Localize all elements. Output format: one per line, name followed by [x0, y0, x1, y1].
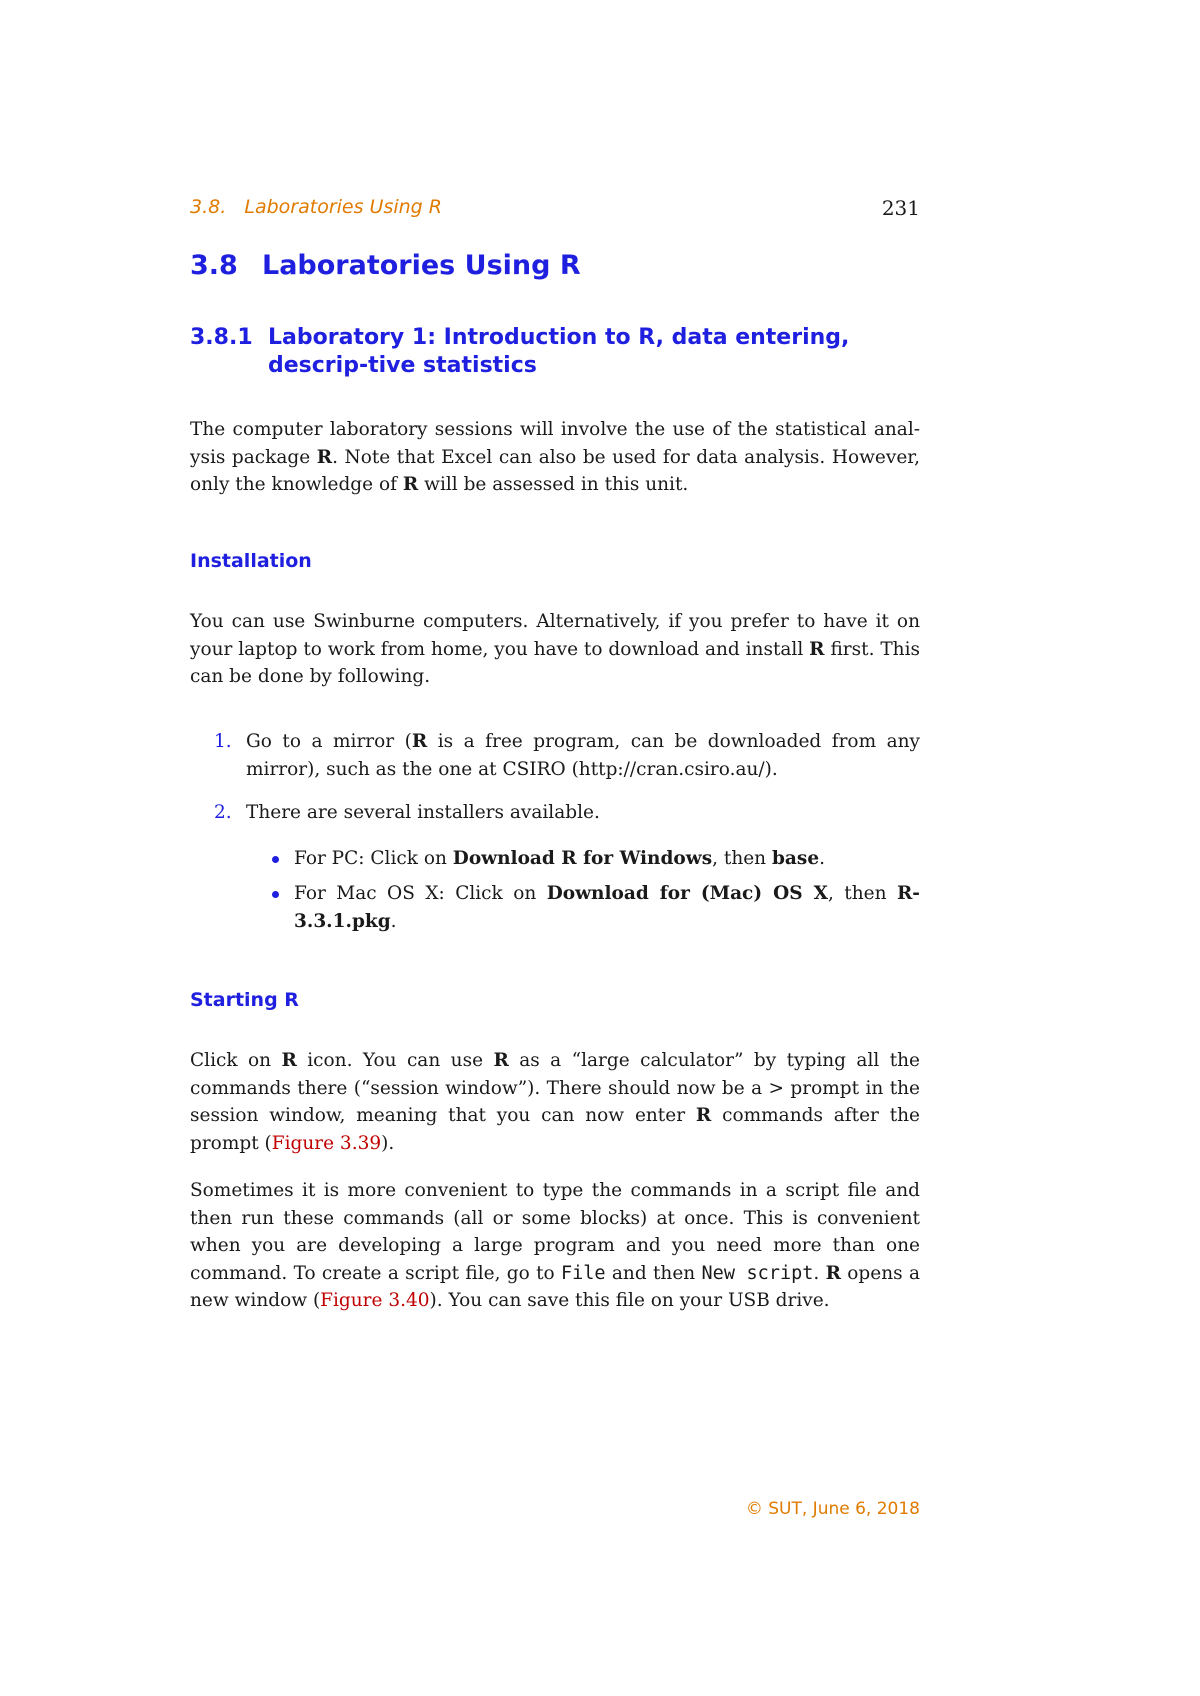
starting-text: ). You can save this file on your USB drive.: [429, 1290, 830, 1311]
starting-text: Click on: [190, 1050, 272, 1071]
running-header-section-number: 3.8.: [190, 196, 227, 218]
starting-text: and then: [611, 1262, 696, 1284]
section-number: 3.8: [190, 250, 238, 281]
step-text: is a free program, can be downloaded from any mirror), such as the one at CSIRO (http://cran.csiro.au/).: [246, 731, 920, 780]
starting-text: opens a new window (: [190, 1262, 920, 1311]
bold-term: R-3.3.1.pkg: [294, 883, 920, 932]
running-header-section-title: Laboratories Using R: [244, 196, 442, 218]
section-heading: [190, 250, 581, 281]
r-name: R: [695, 1105, 712, 1126]
intro-text-1: The computer laboratory sessions will involve the use of the statistical anal-ysis package: [190, 419, 920, 468]
starting-text: ).: [381, 1132, 395, 1154]
r-name: R: [493, 1050, 509, 1071]
list-marker: 2.: [214, 802, 232, 823]
code-new-script: New script: [701, 1262, 814, 1284]
intro-text-2: . Note that Excel can also be used for data analysis. However, only the knowledge of: [190, 446, 920, 495]
starting-heading: Starting R: [190, 989, 299, 1011]
intro-paragraph: [190, 416, 920, 499]
list-item: [190, 880, 920, 935]
list-marker: 1.: [214, 731, 232, 752]
starting-text: commands after the prompt (: [190, 1105, 920, 1154]
bold-term: base: [771, 847, 820, 869]
running-header-section: [190, 196, 442, 218]
r-name: R: [809, 638, 825, 660]
subsection-heading: [190, 324, 920, 380]
list-item: [190, 728, 920, 783]
r-name: R: [825, 1262, 841, 1284]
footer-copyright: [746, 1499, 920, 1519]
starting-text: icon. You can use: [307, 1050, 484, 1071]
intro-text-3: will be assessed in this unit.: [424, 474, 689, 495]
figure-3-40-link[interactable]: Figure 3.40: [320, 1290, 430, 1311]
r-name: R: [411, 731, 428, 752]
r-name: R: [316, 446, 333, 468]
figure-3-39-link[interactable]: Figure 3.39: [271, 1132, 382, 1154]
starting-text: as a “large calculator” by typing all the commands there (“session window”). There should now be a > prompt in the session window, meaning that you can now enter: [190, 1050, 920, 1126]
bullet-icon: [272, 856, 279, 863]
step-text: Go to a mirror (: [246, 731, 412, 752]
bold-term: Download for (Mac) OS X: [546, 883, 828, 904]
list-item: [190, 799, 920, 827]
bullet-icon: [272, 891, 279, 898]
bold-term: Download R for Windows: [452, 847, 713, 869]
sub-item-text: .: [390, 910, 397, 932]
r-name: R: [281, 1050, 297, 1071]
step-text: There are several installers available.: [246, 802, 600, 823]
section-title: Laboratories Using R: [262, 250, 581, 281]
copyright-icon: ©: [745, 1499, 763, 1519]
sub-item-text: , then: [712, 847, 772, 869]
sub-item-text: For PC: Click on: [294, 847, 453, 869]
r-name: R: [402, 474, 419, 495]
starting-text: .: [813, 1262, 820, 1284]
starting-paragraph-2: [190, 1177, 920, 1315]
installation-text-1: You can use Swinburne computers. Alternatively, if you prefer to have it on your laptop to work from home, you have to download and install: [190, 611, 920, 660]
subsection-number: 3.8.1: [190, 325, 253, 350]
sub-item-text: For Mac OS X: Click on: [294, 883, 547, 904]
subsection-title: Laboratory 1: Introduction to R, data entering, descrip-tive statistics: [268, 325, 850, 378]
starting-paragraph-1: [190, 1047, 920, 1157]
sub-item-text: , then: [827, 883, 897, 904]
list-item: [190, 845, 920, 873]
installation-steps: [190, 728, 920, 935]
footer-text: SUT, June 6, 2018: [768, 1499, 920, 1519]
page-number: 231: [881, 196, 920, 220]
installation-text-2: first. This can be done by following.: [190, 638, 921, 687]
installation-heading: Installation: [190, 550, 312, 572]
code-file: File: [561, 1262, 606, 1284]
starting-text: Sometimes it is more convenient to type the commands in a script file and then run these commands (all or some blocks) at once. This is convenient when you are developing a large program and you need more than one command. To create a script file, go to: [190, 1180, 920, 1284]
sub-item-text: .: [819, 847, 825, 869]
installation-paragraph: [190, 608, 920, 691]
